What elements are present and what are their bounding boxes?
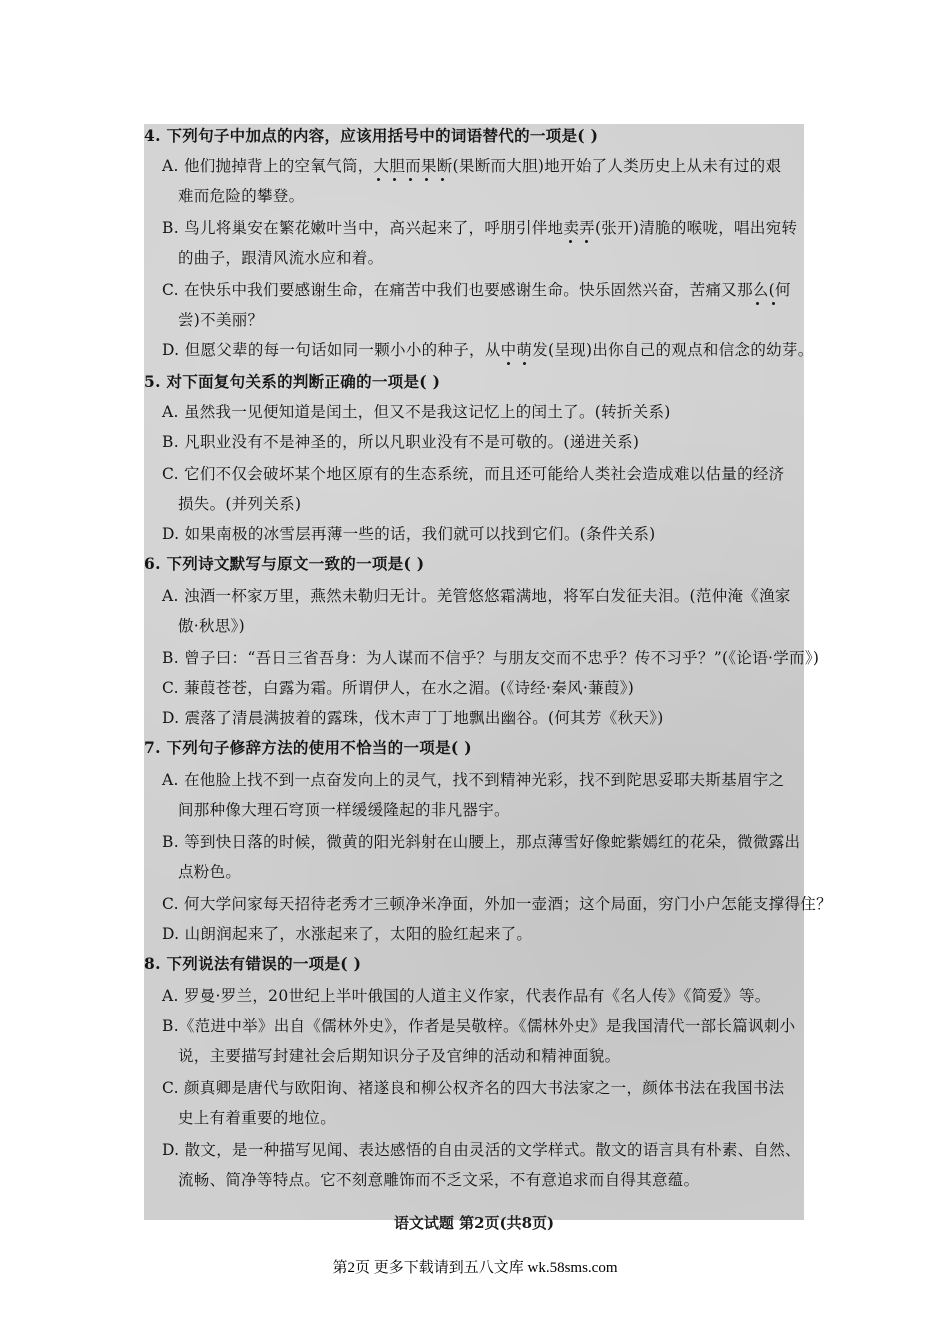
question-7-option-a: A. 在他脸上找不到一点奋发向上的灵气，找不到精神光彩，找不到陀思妥耶夫斯基眉宇之 [162, 771, 785, 789]
question-4-option-d: D. 但愿父辈的每一句话如同一颗小小的种子，从中萌发(呈现)出你自己的观点和信念的幼芽。 [162, 341, 814, 359]
emphasis-dot [585, 240, 588, 243]
question-5-option-c-cont: 损失。(并列关系) [178, 495, 302, 513]
emphasis-dot [772, 302, 775, 305]
question-7-option-a-cont: 间那种像大理石穹顶一样缓缓隆起的非凡器宇。 [178, 801, 510, 819]
emphasis-dot [507, 362, 510, 365]
scanned-exam-page [144, 124, 832, 1232]
question-6-option-a: A. 浊酒一杯家万里，燕然未勒归无计。羌管悠悠霜满地，将军白发征夫泪。(范仲淹《渔家 [162, 587, 791, 605]
emphasis-dot [425, 178, 428, 181]
question-4-stem: 4. 下列句子中加点的内容，应该用括号中的词语替代的一项是( ) [144, 126, 599, 145]
question-4-option-a: A. 他们抛掉背上的空氧气筒，大胆而果断(果断而大胆)地开始了人类历史上从未有过的艰 [162, 157, 782, 175]
emphasis-dot [393, 178, 396, 181]
emphasis-dot [377, 178, 380, 181]
question-6-option-d: D. 震落了清晨满披着的露珠，伐木声丁丁地飘出幽谷。(何其芳《秋天》) [162, 709, 664, 727]
question-6-stem: 6. 下列诗文默写与原文一致的一项是( ) [144, 554, 425, 573]
question-5-stem: 5. 对下面复句关系的判断正确的一项是( ) [144, 372, 441, 391]
question-5-option-a: A. 虽然我一见便知道是闰土，但又不是我这记忆上的闰土了。(转折关系) [162, 403, 671, 421]
question-5-option-b: B. 凡职业没有不是神圣的，所以凡职业没有不是可敬的。(递进关系) [162, 433, 640, 451]
emphasis-dot [409, 178, 412, 181]
question-8-option-c-cont: 史上有着重要的地位。 [178, 1109, 337, 1127]
question-7-option-c: C. 何大学问家每天招待老秀才三顿净米净面，外加一壶酒；这个局面，穷门小户怎能支撑得住？ [162, 895, 832, 913]
question-7-stem: 7. 下列句子修辞方法的使用不恰当的一项是( ) [144, 738, 472, 757]
download-note: 第2页 更多下载请到五八文库 wk.58sms.com [332, 1260, 618, 1276]
emphasis-dot [523, 362, 526, 365]
question-4-option-c-cont: 尝)不美丽？ [178, 311, 264, 329]
question-8-option-d-cont: 流畅、简净等特点。它不刻意雕饰而不乏文采，不有意追求而自得其意蕴。 [178, 1171, 700, 1189]
question-6-option-a-cont: 傲·秋思》) [178, 617, 246, 635]
question-4-option-c: C. 在快乐中我们要感谢生命，在痛苦中我们也要感谢生命。快乐固然兴奋，苦痛又那么(何 [162, 281, 791, 299]
question-8-option-b-cont: 说，主要描写封建社会后期知识分子及官绅的活动和精神面貌。 [178, 1047, 621, 1065]
question-5-option-d: D. 如果南极的冰雪层再薄一些的话，我们就可以找到它们。(条件关系) [162, 525, 656, 543]
emphasis-dot [756, 302, 759, 305]
question-8-option-b: B.《范进中举》出自《儒林外史》，作者是吴敬梓。《儒林外史》是我国清代一部长篇讽刺小 [162, 1017, 796, 1035]
question-6-option-c: C. 蒹葭苍苍，白露为霜。所谓伊人，在水之湄。(《诗经·秦风·蒹葭》) [162, 679, 635, 697]
question-8-option-a: A. 罗曼·罗兰，20世纪上半叶俄国的人道主义作家，代表作品有《名人传》《简爱》等。 [162, 987, 771, 1005]
emphasis-dot [441, 178, 444, 181]
question-6-option-b: B. 曾子曰：“吾日三省吾身：为人谋而不信乎？与朋友交而不忠乎？传不习乎？”(《论语·学而》) [162, 649, 820, 667]
question-4-option-b-cont: 的曲子，跟清风流水应和着。 [178, 249, 384, 267]
question-8-option-d: D. 散文，是一种描写见闻、表达感悟的自由灵活的文学样式。散文的语言具有朴素、自然、 [162, 1141, 801, 1159]
scan-page-footer: 语文试题 第2页(共8页) [393, 1214, 555, 1232]
question-7-option-d: D. 山朗润起来了，水涨起来了，太阳的脸红起来了。 [162, 925, 533, 943]
question-7-option-b-cont: 点粉色。 [178, 863, 242, 881]
question-4-option-b: B. 鸟儿将巢安在繁花嫩叶当中，高兴起来了，呼朋引伴地卖弄(张开)清脆的喉咙，唱出宛转 [162, 219, 798, 237]
question-5-option-c: C. 它们不仅会破坏某个地区原有的生态系统，而且还可能给人类社会造成难以估量的经济 [162, 465, 785, 483]
question-4-option-a-cont: 难而危险的攀登。 [178, 187, 305, 205]
emphasis-dot [569, 240, 572, 243]
question-7-option-b: B. 等到快日落的时候，微黄的阳光斜射在山腰上，那点薄雪好像蛇紫嫣红的花朵，微微露出 [162, 833, 801, 851]
question-8-option-c: C. 颜真卿是唐代与欧阳询、褚遂良和柳公权齐名的四大书法家之一，颜体书法在我国书法 [162, 1079, 785, 1097]
question-8-stem: 8. 下列说法有错误的一项是( ) [144, 954, 362, 973]
